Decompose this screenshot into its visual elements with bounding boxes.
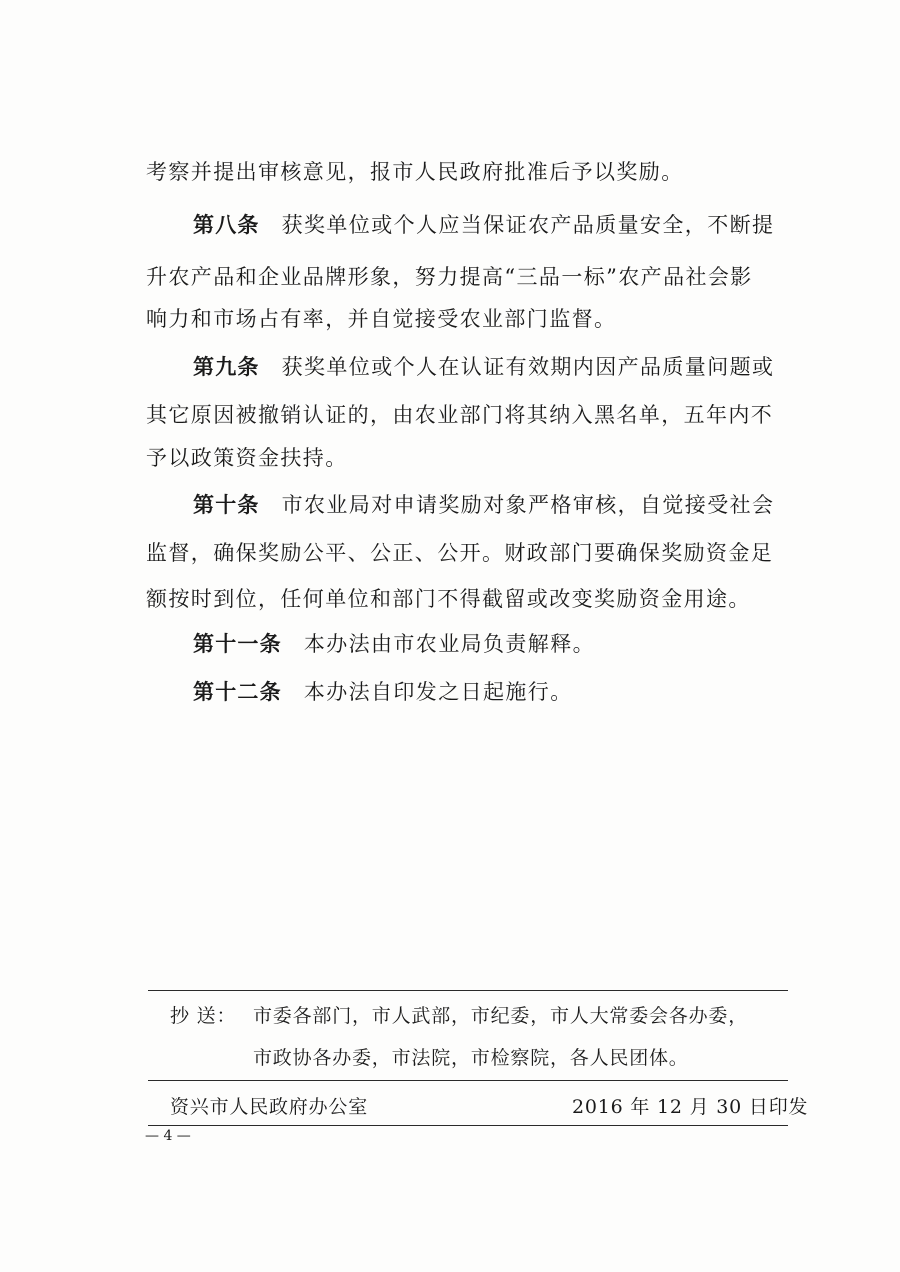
- article-8-line-1: [193, 210, 774, 240]
- article-10-number: 第十条: [193, 493, 260, 517]
- article-10-line-2: 监督，确保奖励公平、公正、公开。财政部门要确保奖励资金足: [146, 541, 774, 565]
- article-9-text: 获奖单位或个人在认证有效期内因产品质量问题或: [281, 355, 775, 379]
- article-11-line: [193, 629, 595, 659]
- issuer: 资兴市人民政府办公室: [170, 1096, 369, 1118]
- article-9-line-2: 其它原因被撤销认证的，由农业部门将其纳入黑名单，五年内不: [146, 403, 774, 427]
- article-12-number: 第十二条: [193, 680, 282, 704]
- page-number: — 4 —: [145, 1128, 191, 1144]
- footer-top-rule: [148, 990, 788, 991]
- article-11-text: 本办法由市农业局负责解释。: [303, 632, 596, 656]
- article-8-text: 获奖单位或个人应当保证农产品质量安全，不断提: [281, 213, 775, 237]
- article-12-text: 本办法自印发之日起施行。: [303, 680, 573, 704]
- cc-recipients-line-1: 市委各部门，市人武部，市纪委，市人大常委会各办委，: [253, 1005, 749, 1027]
- cc-label: 抄 送：: [170, 1005, 237, 1027]
- article-11-number: 第十一条: [193, 632, 282, 656]
- article-9-line-1: [193, 352, 774, 382]
- article-8-line-3: 响力和市场占有率，并自觉接受农业部门监督。: [146, 307, 617, 331]
- article-10-line-1: [193, 490, 774, 520]
- cc-recipients-line-2: 市政协各办委，市法院，市检察院，各人民团体。: [253, 1047, 689, 1069]
- footer-bottom-rule: [148, 1125, 788, 1126]
- article-12-line: [193, 677, 573, 707]
- article-10-text: 市农业局对申请奖励对象严格审核，自觉接受社会: [281, 493, 775, 517]
- issue-date: 2016 年 12 月 30 日印发: [572, 1096, 809, 1118]
- article-8-number: 第八条: [193, 213, 260, 237]
- article-9-line-3: 予以政策资金扶持。: [146, 446, 348, 470]
- body-line: 考察并提出审核意见，报市人民政府批准后予以奖励。: [146, 160, 684, 184]
- article-10-line-3: 额按时到位，任何单位和部门不得截留或改变奖励资金用途。: [146, 587, 751, 611]
- footer-middle-rule: [148, 1080, 788, 1081]
- article-9-number: 第九条: [193, 355, 260, 379]
- article-8-line-2: 升农产品和企业品牌形象，努力提高“三品一标”农产品社会影: [146, 265, 753, 289]
